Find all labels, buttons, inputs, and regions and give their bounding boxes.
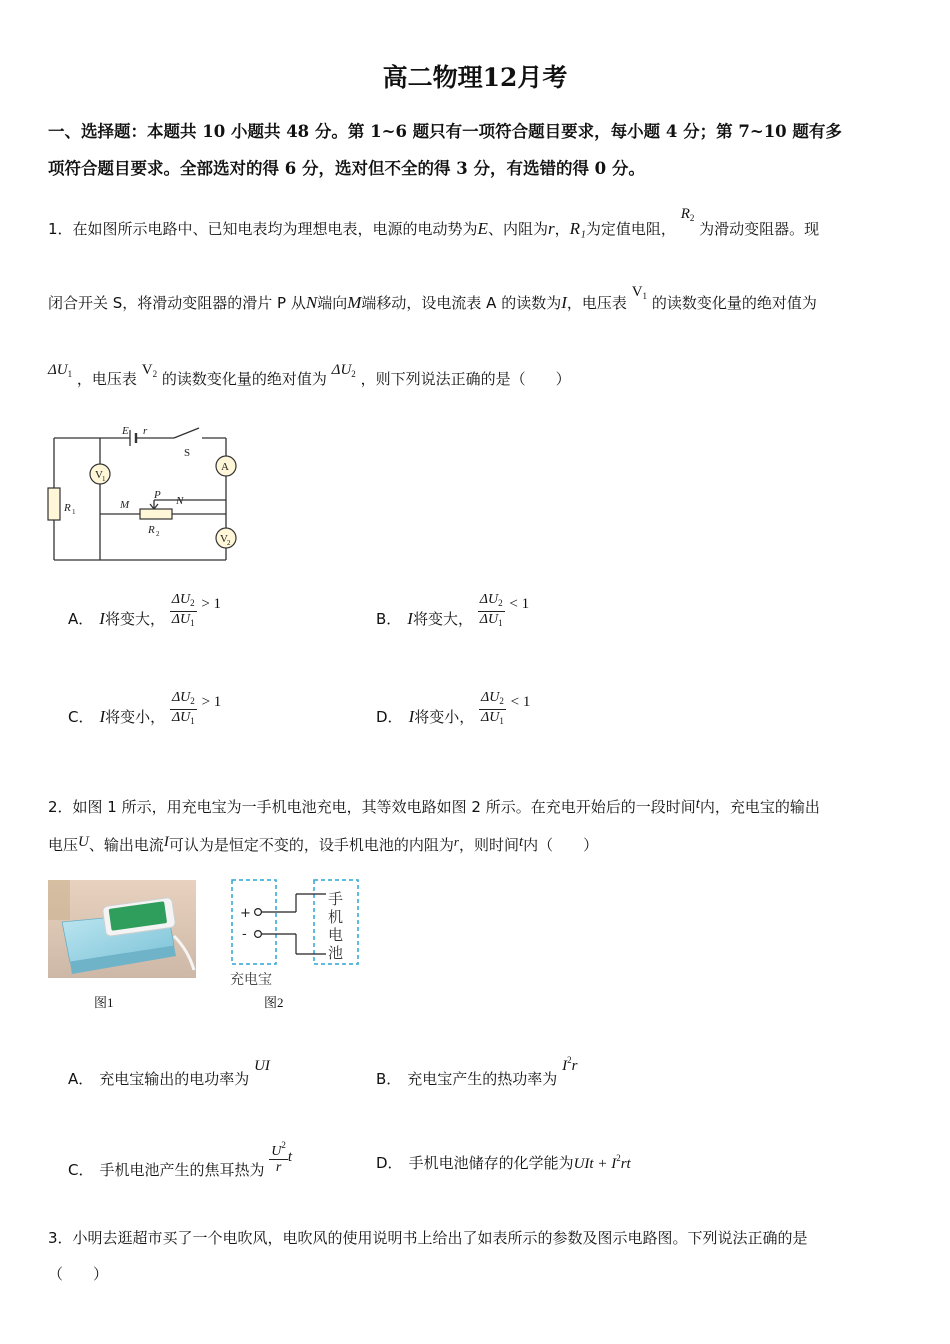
page-title: 高二物理12月考 <box>382 63 568 92</box>
svg-text:E: E <box>122 425 129 437</box>
svg-text:P: P <box>154 489 161 501</box>
svg-text:r: r <box>143 425 148 437</box>
q2-option-b[interactable]: B． 充电宝产生的热功率为 $I^2r$ <box>376 1055 578 1088</box>
svg-text:2: 2 <box>156 530 160 538</box>
q2-fig1-caption: 图1 <box>94 995 114 1010</box>
q1-option-a[interactable]: A． I将变大， $\frac{\Delta U_2}{\Delta U_1}$ > 1 <box>68 592 222 628</box>
svg-text:充电宝: 充电宝 <box>230 972 272 988</box>
svg-text:手: 手 <box>328 890 344 908</box>
svg-text:S: S <box>184 447 191 459</box>
svg-text:池: 池 <box>328 944 344 962</box>
svg-text:M: M <box>120 499 130 511</box>
svg-text:N: N <box>176 495 184 507</box>
svg-text:R: R <box>64 502 71 514</box>
q1-circuit-diagram <box>44 420 244 568</box>
section-header-line2: 项符合题目要求。全部选对的得 6 分，选对但不全的得 3 分，有选错的得 0 分。 <box>48 159 645 178</box>
q3-line2: （ ） <box>48 1265 109 1283</box>
q2-line2: 电压U、输出电流I可认为是恒定不变的，设手机电池的内阻为r，则时间t内（ ） <box>48 834 599 854</box>
svg-text:1: 1 <box>102 475 106 483</box>
q2-line1: 2．如图 1 所示，用充电宝为一手机电池充电，其等效电路如图 2 所示。在充电开始后的一段时间t内，充电宝的输出 <box>48 796 820 816</box>
q1-option-d[interactable]: D． I将变小， $\frac{\Delta U_2}{\Delta U_1}$ < 1 <box>376 690 531 726</box>
svg-text:V: V <box>220 533 228 545</box>
q1-option-b[interactable]: B． I将变大， $\frac{\Delta U_2}{\Delta U_1}$ < 1 <box>376 592 530 628</box>
svg-text:R: R <box>148 524 155 536</box>
q1-line1: 1．在如图所示电路中、已知电表均为理想电表，电源的电动势为E、内阻为r，R₁为定值电阻， $R_2$ 为滑动变阻器。现 <box>48 206 820 238</box>
q2-fig1-powerbank-image <box>48 880 196 978</box>
q1-option-c[interactable]: C． I将变小， $\frac{\Delta U_2}{\Delta U_1}$ > 1 <box>68 690 222 726</box>
q2-option-d[interactable]: D． 手机电池储存的化学能为UIt + $I^2rt$ <box>376 1153 631 1172</box>
q3-line1: 3．小明去逛超市买了一个电吹风，电吹风的使用说明书上给出了如表所示的参数及图示电路图。下列说法正确的是 <box>48 1229 808 1247</box>
svg-text:A: A <box>221 461 229 473</box>
svg-text:V: V <box>95 469 103 481</box>
svg-text:-: - <box>242 927 247 942</box>
svg-text:1: 1 <box>72 508 76 516</box>
q2-option-a[interactable]: A． 充电宝输出的电功率为 UI <box>68 1058 270 1088</box>
svg-text:+: + <box>240 906 251 921</box>
q2-fig2-circuit <box>226 876 362 994</box>
svg-text:机: 机 <box>328 908 344 926</box>
q2-fig2-caption: 图2 <box>264 995 284 1010</box>
section-header-line1: 一、选择题：本题共 10 小题共 48 分。第 1~6 题只有一项符合题目要求，每小题 4 分；第 7~10 题有多 <box>48 122 842 141</box>
svg-text:2: 2 <box>227 539 231 547</box>
q1-line2: 闭合开关 S，将滑动变阻器的滑片 P 从N端向M端移动，设电流表 A 的读数为I，电压表 $V_1$ 的读数变化量的绝对值为 <box>48 284 817 312</box>
q2-option-c[interactable]: C． 手机电池产生的焦耳热为 $\frac{U^2}{r}$ t <box>68 1140 293 1179</box>
q1-line3: $\Delta U_1$ ，电压表 $V_2$ 的读数变化量的绝对值为 $\Delta U_2$ ，则下列说法正确的是（ ） <box>48 362 571 388</box>
svg-text:电: 电 <box>328 926 344 944</box>
